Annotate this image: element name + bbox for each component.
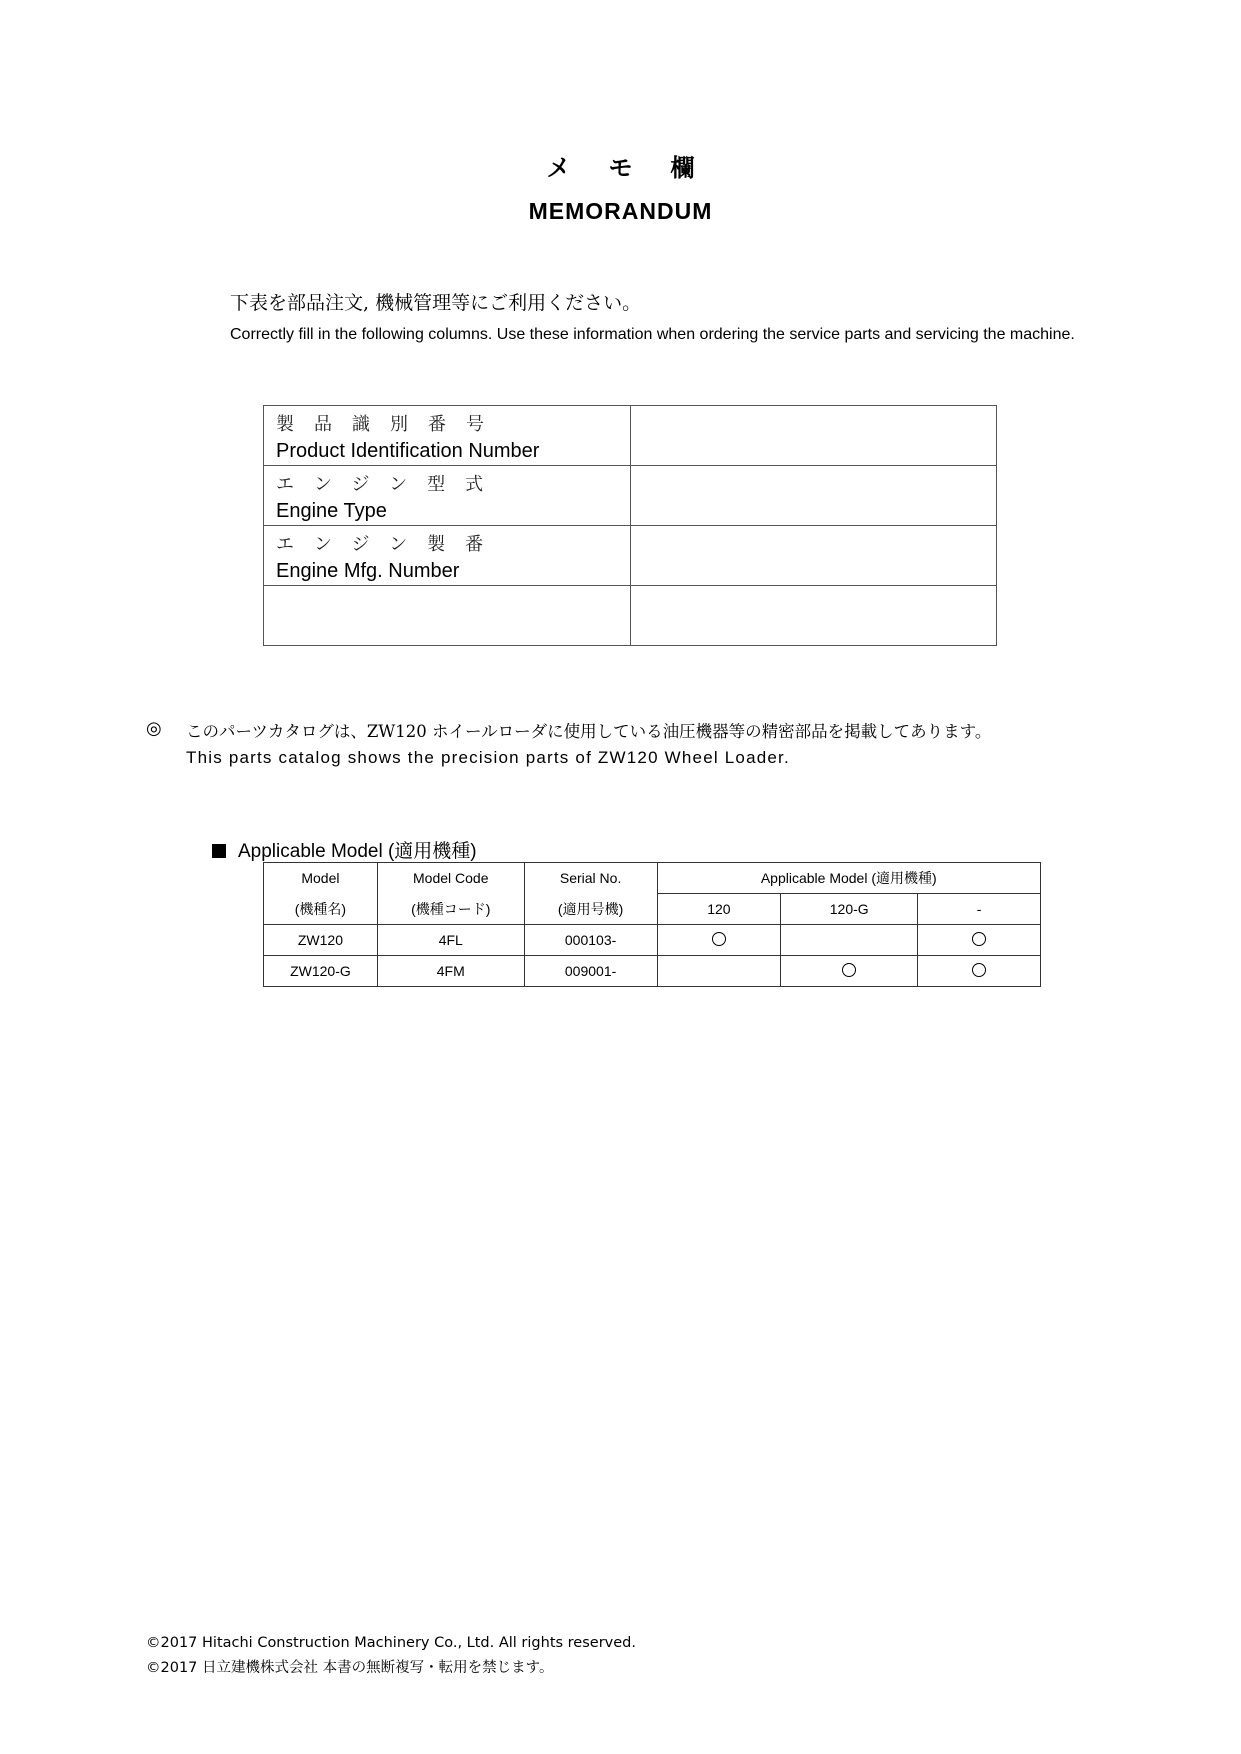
circle-mark-icon: [972, 963, 986, 977]
memo-row: [264, 466, 997, 526]
header-model-jp: (機種名): [264, 894, 378, 925]
copyright-en: ©2017 Hitachi Construction Machinery Co., Ltd. All rights reserved.: [146, 1635, 636, 1651]
catalog-note-jp: このパーツカタログは、ZW120 ホイールローダに使用している油圧機器等の精密部品を掲載してあります。: [186, 722, 992, 741]
header-applicable-model: Applicable Model (適用機種): [657, 863, 1040, 894]
memo-label-jp: エンジン型式: [276, 474, 504, 495]
header-model-code-jp: (機種コード): [377, 894, 524, 925]
mark-cell: [781, 925, 918, 956]
page-title-jp: メモ欄: [546, 154, 733, 182]
circle-mark-icon: [842, 963, 856, 977]
mark-cell: [657, 925, 781, 956]
engine-mfg-number-field[interactable]: [630, 526, 996, 586]
memo-label: Product Identification Number: [276, 440, 540, 462]
applicable-model-heading: [212, 836, 477, 863]
catalog-note: This parts catalog shows the precision parts of ZW120 Wheel Loader.: [186, 748, 790, 767]
mark-cell: [657, 956, 781, 987]
model-cell: ZW120-G: [264, 956, 378, 987]
applicable-model-table: [263, 862, 1041, 987]
memo-label-jp: 製品識別番号: [276, 414, 504, 435]
mark-cell: [918, 956, 1041, 987]
header-sub-dash: -: [918, 894, 1041, 925]
header-sub-120: 120: [657, 894, 781, 925]
header-model-code: Model Code: [377, 863, 524, 894]
circle-mark-icon: [712, 932, 726, 946]
memo-label: Engine Mfg. Number: [276, 560, 460, 582]
mark-cell: [918, 925, 1041, 956]
memo-label-jp: エンジン製番: [276, 534, 504, 555]
model-code-cell: 4FL: [377, 925, 524, 956]
table-row: [264, 956, 1041, 987]
engine-type-field[interactable]: [630, 466, 996, 526]
mark-cell: [781, 956, 918, 987]
table-header-row: [264, 863, 1041, 894]
header-serial: Serial No.: [524, 863, 657, 894]
applicable-model-title: Applicable Model (適用機種): [238, 841, 477, 862]
memo-label-cell: [264, 466, 631, 526]
serial-cell: 009001-: [524, 956, 657, 987]
model-cell: ZW120: [264, 925, 378, 956]
product-id-field[interactable]: [630, 406, 996, 466]
model-code-cell: 4FM: [377, 956, 524, 987]
memo-label-cell: [264, 406, 631, 466]
memo-blank-value-field[interactable]: [630, 586, 996, 646]
copyright-jp: ©2017 日立建機株式会社 本書の無断複写・転用を禁じます。: [146, 1660, 554, 1676]
circle-mark-icon: [972, 932, 986, 946]
memo-label: Engine Type: [276, 500, 387, 522]
page-title: MEMORANDUM: [528, 198, 713, 224]
square-bullet-icon: [212, 844, 226, 858]
memo-row: [264, 406, 997, 466]
intro-text-jp: 下表を部品注文, 機械管理等にご利用ください。: [230, 292, 642, 314]
header-sub-120-g: 120-G: [781, 894, 918, 925]
header-serial-jp: (適用号機): [524, 894, 657, 925]
table-header-row: [264, 894, 1041, 925]
memo-row: [264, 526, 997, 586]
memo-table: [263, 405, 997, 646]
memo-label-cell: [264, 526, 631, 586]
serial-cell: 000103-: [524, 925, 657, 956]
header-model: Model: [264, 863, 378, 894]
intro-text: Correctly fill in the following columns. Use these information when ordering the service parts and servicing the machine.: [230, 326, 1075, 343]
memo-blank-label-cell[interactable]: [264, 586, 631, 646]
table-row: [264, 925, 1041, 956]
memo-row: [264, 586, 997, 646]
double-circle-icon: ◎: [146, 718, 162, 739]
